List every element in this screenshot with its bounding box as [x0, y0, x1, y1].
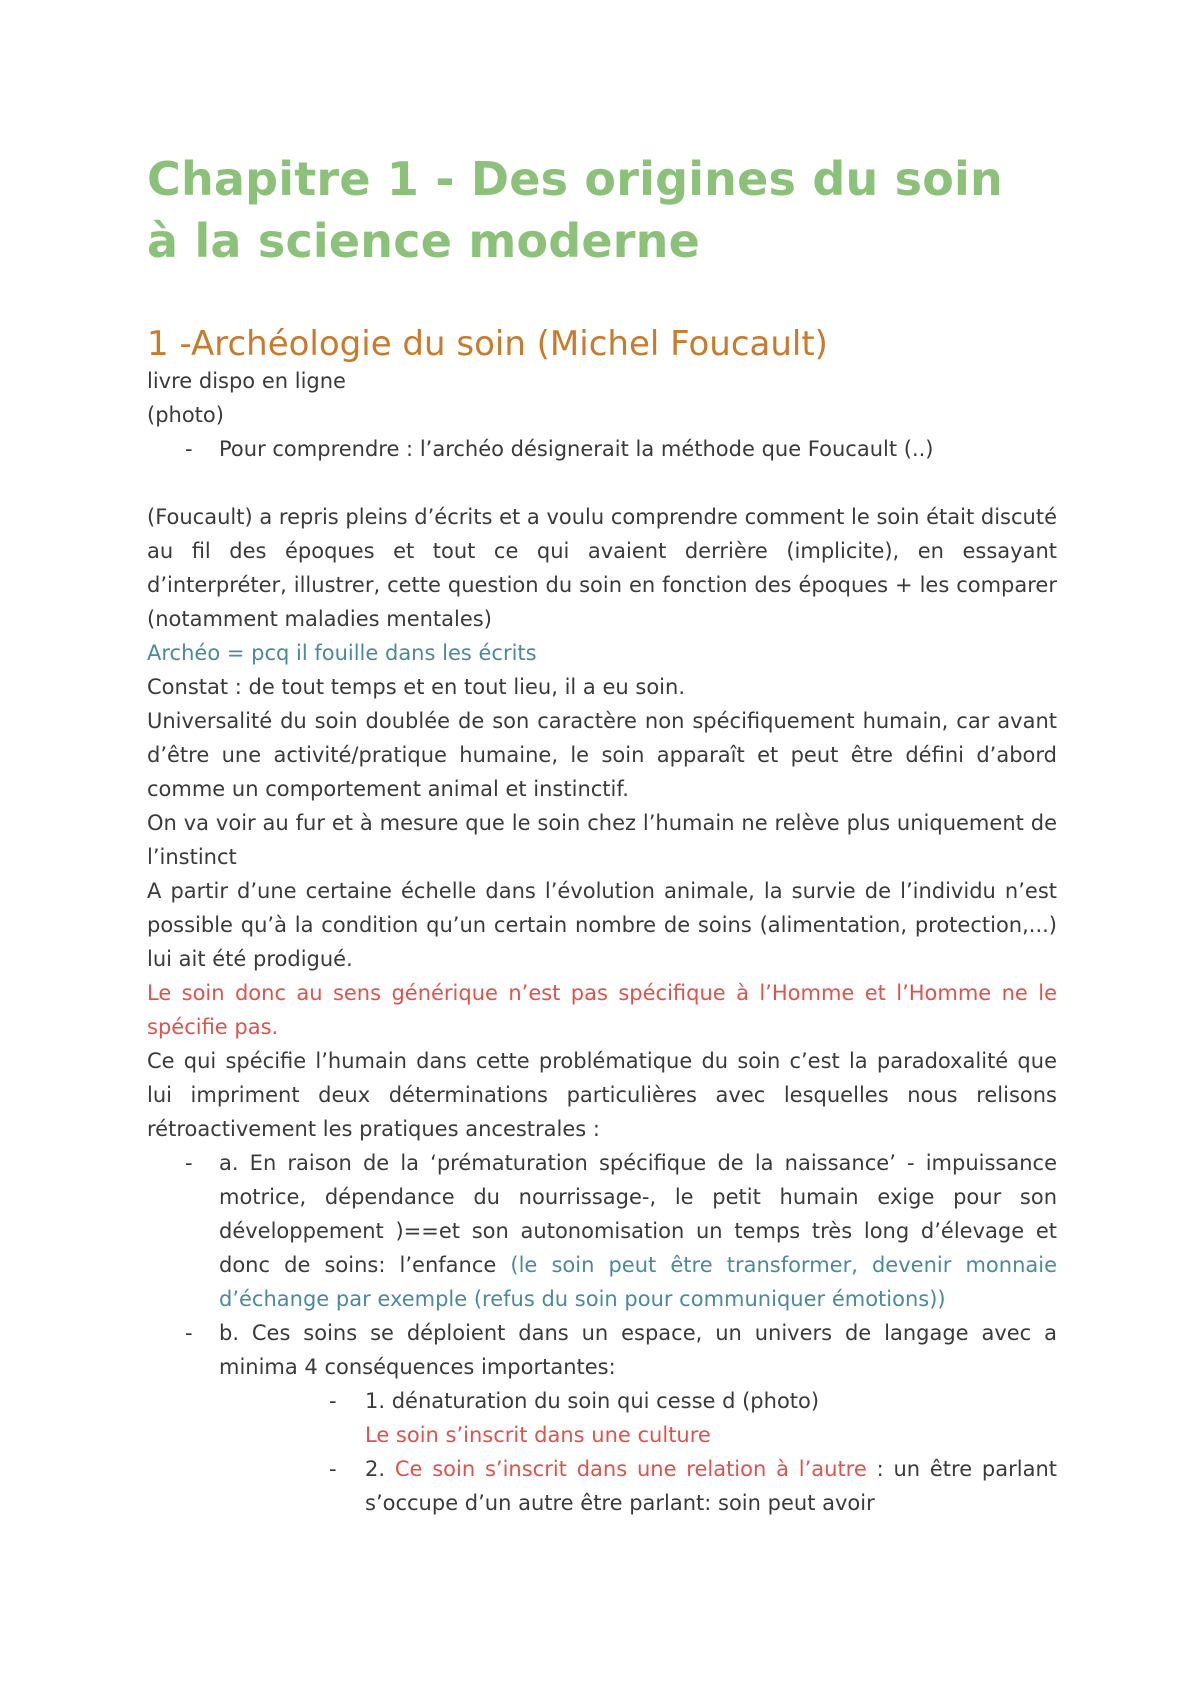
paragraph-universalite: Universalité du soin doublée de son caractère non spécifiquement humain, car avant d’être une activité/pratique humaine, le soin apparaît et peut être défini d’abord comme un comportement animal et instinctif.	[147, 709, 1057, 801]
chapter-title	[147, 148, 1057, 272]
archeo-definition: Archéo = pcq il fouille dans les écrits	[147, 641, 537, 665]
section-heading: 1 -Archéologie du soin (Michel Foucault)	[147, 324, 828, 364]
bullet-b-text: b. Ces soins se déploient dans un espace, un univers de langage avec a minima 4 conséquences importantes:	[219, 1321, 1057, 1379]
bullet-a	[147, 1146, 1057, 1316]
sub-bullet-2-red-text: Ce soin s’inscrit dans une relation à l’autre	[394, 1457, 867, 1481]
paragraph-soin-generique: Le soin donc au sens générique n’est pas spécifique à l’Homme et l’Homme ne le spécifie pas.	[147, 981, 1057, 1039]
bullet-comprendre	[147, 432, 1057, 466]
paragraph-a-partir: A partir d’une certaine échelle dans l’évolution animale, la survie de l’individu n’est possible qu’à la condition qu’un certain nombre de soins (alimentation, protection,...) lui ait été prodigué.	[147, 879, 1057, 971]
paragraph-on-va-voir: On va voir au fur et à mesure que le soin chez l’humain ne relève plus uniquement de l’instinct	[147, 811, 1057, 869]
sub-bullet-2-rest: : un être parlant s’occupe d’un autre être parlant: soin peut avoir	[365, 1457, 1057, 1515]
paragraph-ce-qui-specifie: Ce qui spécifie l’humain dans cette problématique du soin c’est la paradoxalité que lui impriment deux déterminations particulières avec lesquelles nous relisons rétroactivement les pratiques ancestrales :	[147, 1049, 1057, 1141]
bullet-dash: -	[185, 1151, 193, 1175]
note-photo: (photo)	[147, 403, 224, 427]
sub-bullet-1-text: 1. dénaturation du soin qui cesse d (photo)	[365, 1389, 820, 1413]
sub-bullet-1-red-text: Le soin s’inscrit dans une culture	[365, 1423, 711, 1447]
chapter-title-line1: Chapitre 1 - Des origines du soin	[147, 152, 1003, 206]
bullet-a-text: a. En raison de la ‘prématuration spécifique de la naissance’ - impuissance motrice, dépendance du nourrissage-, le petit humain exige pour son développement )==et son autonomisation un temps très long d’élevage et donc de soins: l’enfance	[219, 1151, 1057, 1277]
constat-line: Constat : de tout temps et en tout lieu, il a eu soin.	[147, 675, 685, 699]
blank-line	[147, 466, 1057, 500]
sub-bullet-2-prefix: 2.	[365, 1457, 395, 1481]
bullet-dash: -	[185, 1321, 193, 1345]
page-content	[147, 148, 1057, 1520]
bullet-comprendre-text: Pour comprendre : l’archéo désignerait la méthode que Foucault (..)	[219, 437, 934, 461]
sub-bullet-2	[147, 1452, 1057, 1520]
bullet-a-teal-text: (le soin peut être transformer, devenir monnaie d’échange par exemple (refus du soin pour communiquer émotions))	[219, 1253, 1058, 1311]
bullet-dash: -	[329, 1389, 337, 1413]
chapter-title-line2: à la science moderne	[147, 214, 701, 268]
sub-bullet-1	[147, 1384, 1057, 1452]
bullet-b	[147, 1316, 1057, 1384]
bullet-dash: -	[185, 437, 193, 461]
bullet-dash: -	[329, 1457, 337, 1481]
paragraph-foucault: (Foucault) a repris pleins d’écrits et a voulu comprendre comment le soin était discuté au fil des époques et tout ce qui avaient derrière (implicite), en essayant d’interpréter, illustrer, cette question du soin en fonction des époques + les comparer (notamment maladies mentales)	[147, 505, 1057, 631]
note-livre: livre dispo en ligne	[147, 369, 346, 393]
